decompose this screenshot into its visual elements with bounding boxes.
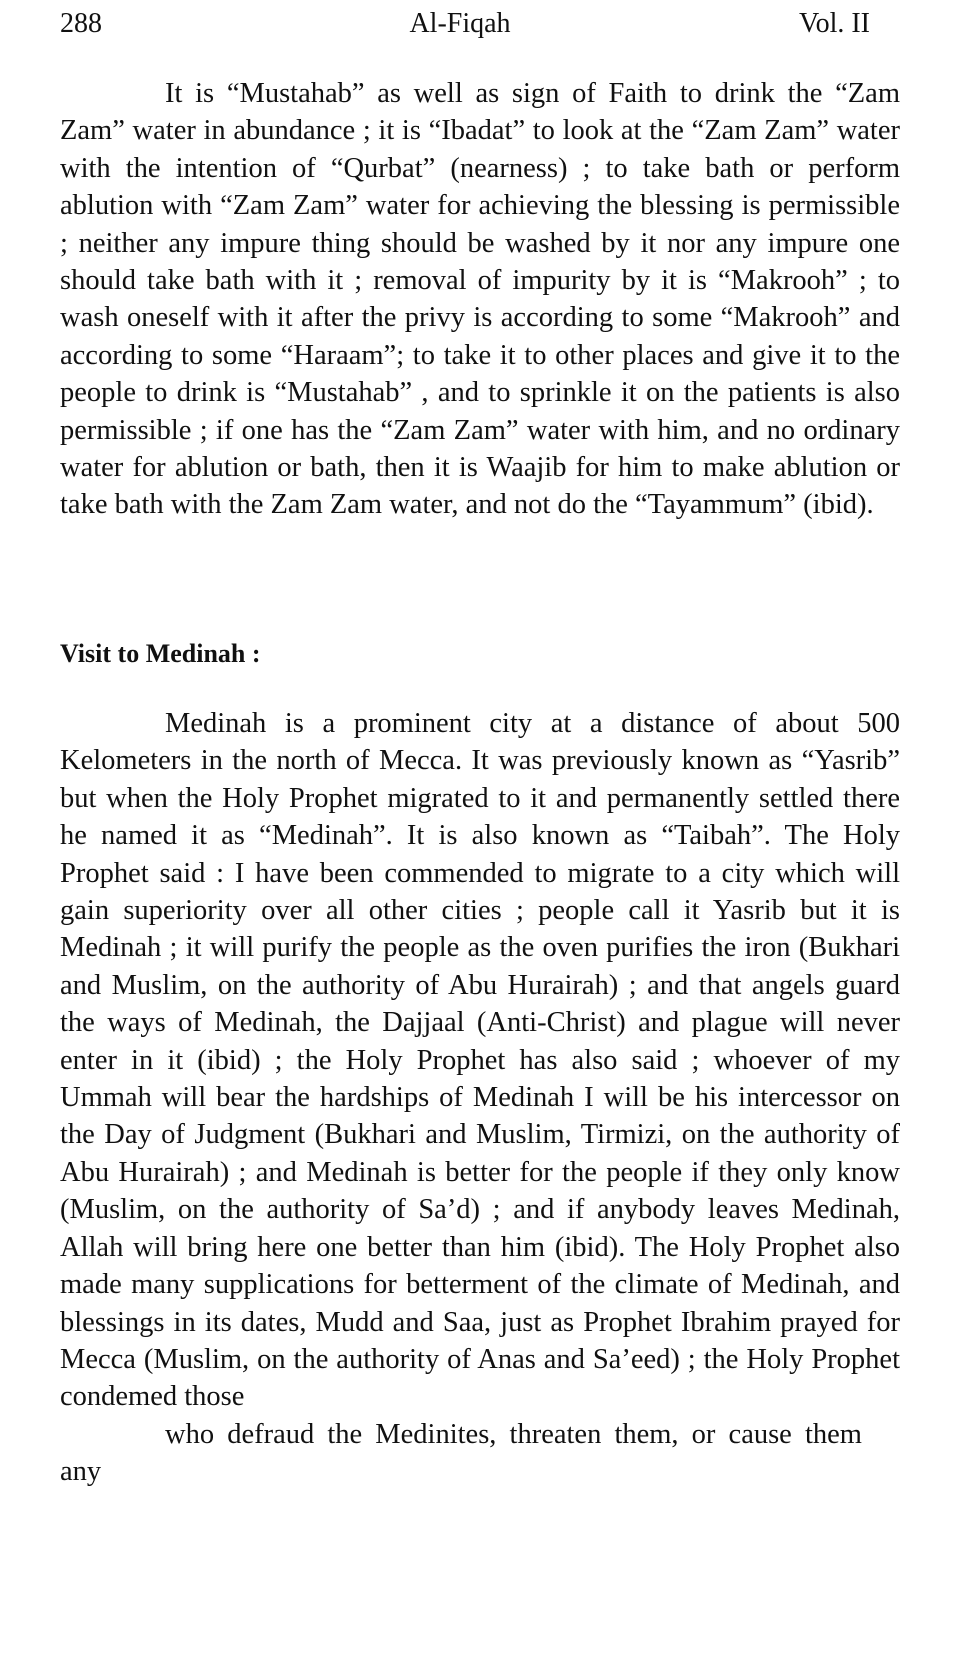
paragraph-medinah-last-line: who defraud the Medinites, threaten them, or cause them any [60, 1418, 862, 1488]
book-page [60, 0, 900, 1680]
paragraph-medinah-body: Medinah is a prominent city at a distance of about 500 Kelometers in the north of Mecca. It was previously known as “Yasrib” but when the Holy Prophet migrated to it and permanently settled there he named it as “Medinah”. It is also known as “Taibah”. The Holy Prophet said : I have been commended to migrate to a city which will gain superiority over all other cities ; people call it Yasrib but it is Medinah ; it will purify the people as the oven purifies the iron (Bukhari and Muslim, on the authority of Abu Hurairah) ; and that angels guard the ways of Medinah, the Dajjaal (Anti-Christ) and plague will never enter in it (ibid) ; the Holy Prophet has also said ; whoever of my Ummah will bear the hardships of Medinah I will be his intercessor on the Day of Judgment (Bukhari and Muslim, Tirmizi, on the authority of Abu Hurairah) ; and Medinah is better for the people if they only know (Muslim, on the authority of Sa’d) ; and if anybody leaves Medinah, Allah will bring here one better than him (ibid). The Holy Prophet also made many supplications for betterment of the climate of Medinah, and blessings in its dates, Mudd and Saa, just as Prophet Ibrahim prayed for Mecca (Muslim, on the authority of Anas and Sa’eed) ; the Holy Prophet condemed those [60, 708, 900, 1413]
book-title: Al-Fiqah [409, 8, 511, 39]
page-number: 288 [60, 8, 102, 39]
running-header [60, 4, 900, 44]
paragraph-zam-zam: It is “Mustahab” as well as sign of Faith to drink the “Zam Zam” water in abundance ; it is “Ibadat” to look at the “Zam Zam” water with the intention of “Qurbat” (nearness) ; to take bath or perform ablution with “Zam Zam” water for achieving the blessing is permissible ; neither any impure thing should be washed by it nor any impure one should take bath with it ; removal of impurity by it is “Makrooh” ; to wash oneself with it after the privy is according to some “Makrooh” and according to some “Haraam”; to take it to other places and give it to the people to drink is “Mustahab” , and to sprinkle it on the patients is also permissible ; if one has the “Zam Zam” water with him, and no ordinary water for ablution or bath, then it is Waajib for him to make ablution or take bath with the Zam Zam water, and not do the “Tayammum” (ibid). [60, 78, 900, 521]
section-heading: Visit to Medinah : [60, 639, 261, 668]
volume-label: Vol. II [798, 8, 870, 39]
paragraph-medinah [60, 705, 900, 1491]
